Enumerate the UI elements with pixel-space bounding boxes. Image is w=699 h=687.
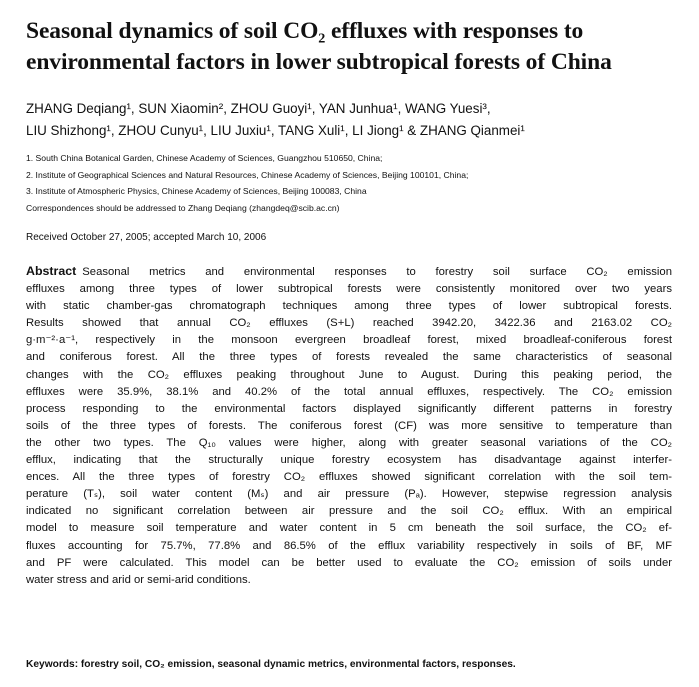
received-date: Received October 27, 2005; accepted March 10, 2006 xyxy=(26,232,267,243)
abstract-line: efflux, indicating that the structurally unique forestry ecosystem has disadvantage against interfer- xyxy=(26,454,672,467)
abstract-line: effluxes among three types of lower subtropical forests were consistently monitored over two years xyxy=(26,283,672,296)
abstract-line: perature (Tₛ), soil water content (Mₛ) and air pressure (Pₐ). However, stepwise regression analysis xyxy=(26,488,672,501)
affiliation-item: 1. South China Botanical Garden, Chinese Academy of Sciences, Guangzhou 510650, China; xyxy=(26,153,383,163)
abstract-line: process responding to the environmental factors displayed significantly different patterns in forestry xyxy=(26,402,672,415)
affiliations xyxy=(26,150,696,216)
author-line: ZHANG Deqiang¹, SUN Xiaomin², ZHOU Guoyi¹, YAN Junhua¹, WANG Yuesi³, xyxy=(26,101,491,116)
title-line: Seasonal dynamics of soil CO₂ effluxes with responses to xyxy=(26,18,584,44)
paper-title xyxy=(26,16,696,78)
abstract-body xyxy=(26,263,672,589)
keywords: Keywords: forestry soil, CO₂ emission, seasonal dynamic metrics, environmental factors, responses. xyxy=(26,659,516,670)
affiliation-item: 2. Institute of Geographical Sciences and Natural Resources, Chinese Academy of Sciences, Beijing 100101, China; xyxy=(26,169,469,180)
abstract-line: soils of the three types of forests. The coniferous forest (CF) was more sensitive to temperature than xyxy=(26,419,672,432)
abstract-line: g·m⁻²·a⁻¹, respectively in the monsoon evergreen broadleaf forest, mixed broadleaf-coniferous forest xyxy=(26,334,672,347)
abstract-line: Results showed that annual CO₂ effluxes (S+L) reached 3942.20, 3422.36 and 2163.02 CO₂ xyxy=(26,317,672,330)
abstract-line: and PF were calculated. This model can be better used to evaluate the CO₂ emission of soils under xyxy=(26,556,672,569)
abstract-line: effluxes were 35.9%, 38.1% and 40.2% of the total annual effluxes, respectively. The CO₂ emission xyxy=(26,385,672,398)
abstract-line: and coniferous forest. All the three types of forests revealed the same characteristics of seasonal xyxy=(26,351,672,364)
abstract-line: indicated no significant correlation between air pressure and the soil CO₂ efflux. With an empirical xyxy=(26,505,672,518)
abstract-heading: Abstract xyxy=(26,264,77,278)
abstract-line: with static chamber-gas chromatograph techniques among three types of lower subtropical forests. xyxy=(26,300,672,313)
correspondence-note: Correspondences should be addressed to Zhang Deqiang (zhangdeq@scib.ac.cn) xyxy=(26,202,340,213)
title-line: environmental factors in lower subtropical forests of China xyxy=(26,49,612,75)
abstract-line: model to measure soil temperature and water content in 5 cm beneath the soil surface, the CO₂ ef- xyxy=(26,522,672,535)
author-line: LIU Shizhong¹, ZHOU Cunyu¹, LIU Juxiu¹, TANG Xuli¹, LI Jiong¹ & ZHANG Qianmei¹ xyxy=(26,123,525,138)
abstract-line: the other two types. The Q₁₀ values were higher, along with greater seasonal variations of the CO₂ xyxy=(26,436,672,449)
abstract-line: Seasonal metrics and environmental responses to forestry soil surface CO₂ emission xyxy=(82,266,672,278)
abstract-line: changes with the CO₂ effluxes peaking throughout June to August. During this peaking period, the xyxy=(26,368,672,381)
affiliation-item: 3. Institute of Atmospheric Physics, Chinese Academy of Sciences, Beijing 100083, China xyxy=(26,186,367,196)
author-list xyxy=(26,98,696,142)
abstract-line: ences. All the three types of forestry CO₂ effluxes showed significant correlation with the soil tem- xyxy=(26,471,672,484)
abstract-line: fluxes accounting for 75.7%, 77.8% and 86.5% of the efflux variability respectively in soils of BF, MF xyxy=(26,539,672,552)
abstract-line: water stress and arid or semi-arid conditions. xyxy=(26,573,251,586)
